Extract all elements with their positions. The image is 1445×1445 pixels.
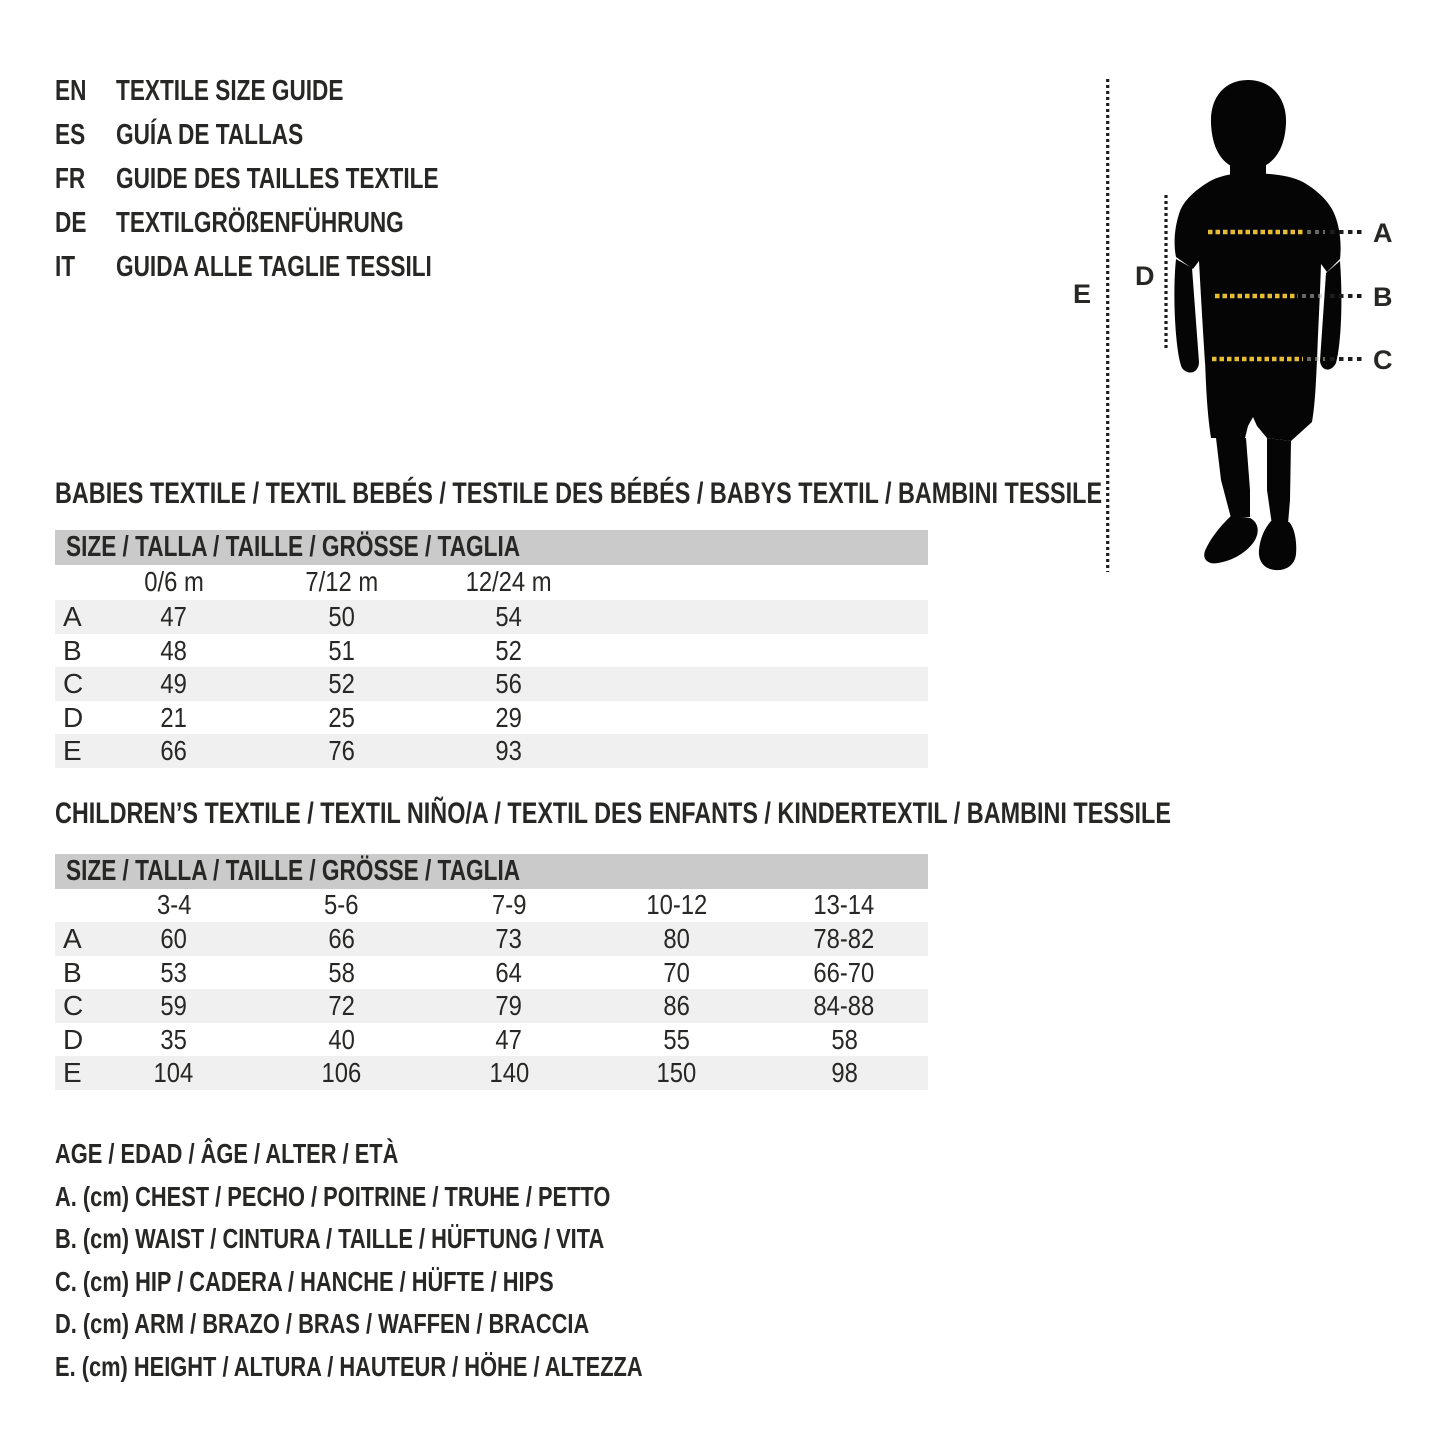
size-value-cell: 56 xyxy=(495,668,523,700)
guide-title: GUÍA DE TALLAS xyxy=(116,119,304,151)
legend-line xyxy=(55,1224,759,1254)
size-value-cell xyxy=(760,667,928,701)
measure-label-arm: D xyxy=(1135,261,1155,291)
language-code: ES xyxy=(55,119,86,151)
size-column-header: 13-14 xyxy=(813,889,875,920)
table-row xyxy=(55,667,928,701)
size-value-cell: 78-82 xyxy=(813,923,875,954)
row-label-spacer xyxy=(55,565,90,599)
guide-title: TEXTILE SIZE GUIDE xyxy=(116,75,344,107)
size-value-cell xyxy=(760,734,928,768)
language-code: IT xyxy=(55,251,76,283)
table-column-headers xyxy=(55,565,928,599)
size-value-cell: 47 xyxy=(495,1023,523,1055)
size-value-cell: 59 xyxy=(160,990,188,1022)
size-column-header: 3-4 xyxy=(156,889,191,920)
size-value-cell: 48 xyxy=(160,634,188,666)
size-value-cell: 50 xyxy=(328,601,355,632)
legend-line xyxy=(55,1139,495,1169)
size-value-cell: 51 xyxy=(328,634,355,666)
size-value-cell: 66 xyxy=(160,735,188,767)
row-label-spacer xyxy=(55,888,90,922)
children-section-title xyxy=(55,799,1445,829)
size-value-cell: 25 xyxy=(328,701,355,733)
size-value-cell: 47 xyxy=(160,601,188,632)
size-column-header: 12/24 m xyxy=(465,566,552,597)
size-value-cell: 35 xyxy=(160,1023,188,1055)
size-value-cell: 84-88 xyxy=(813,990,875,1022)
legend-line-text: B. (cm) WAIST / CINTURA / TAILLE / HÜFTUNG / VITA xyxy=(55,1223,605,1254)
children-section-title-text: CHILDREN’S TEXTILE / TEXTIL NIÑO/A / TEXTIL DES ENFANTS / KINDERTEXTIL / BAMBINI TESSILE xyxy=(55,797,1171,830)
table-row xyxy=(55,701,928,735)
table-row xyxy=(55,989,928,1023)
size-value-cell: 76 xyxy=(328,735,355,767)
row-label: B xyxy=(63,956,82,988)
child-measurement-figure xyxy=(1060,60,1445,590)
language-code: DE xyxy=(55,207,87,239)
table-row xyxy=(55,734,928,768)
table-row xyxy=(55,634,928,668)
size-value-cell: 73 xyxy=(495,923,523,954)
size-column-header: 7-9 xyxy=(491,889,527,920)
babies-size-header-bar xyxy=(55,530,928,565)
size-value-cell: 49 xyxy=(160,668,188,700)
size-value-cell xyxy=(593,734,761,768)
size-column-header: 7/12 m xyxy=(304,566,378,597)
guide-title: GUIDE DES TAILLES TEXTILE xyxy=(116,163,439,195)
measure-label-waist: B xyxy=(1373,282,1393,312)
row-label: A xyxy=(63,601,82,632)
table-row xyxy=(55,1023,928,1057)
size-column-header: 0/6 m xyxy=(144,566,204,597)
row-label: C xyxy=(63,990,84,1022)
silhouette-right-shoe xyxy=(1259,521,1296,570)
silhouette-right-arm xyxy=(1320,261,1341,370)
row-label: B xyxy=(63,634,82,666)
legend-line-text: E. (cm) HEIGHT / ALTURA / HAUTEUR / HÖHE / ALTEZZA xyxy=(55,1350,643,1382)
row-label: E xyxy=(63,1057,82,1089)
size-value-cell: 66 xyxy=(328,923,355,954)
row-label: D xyxy=(63,701,84,733)
row-label: D xyxy=(63,1023,84,1055)
size-value-cell: 52 xyxy=(328,668,355,700)
babies-section-title xyxy=(55,479,1397,509)
measure-label-chest: A xyxy=(1373,218,1393,248)
size-value-cell xyxy=(593,600,761,634)
size-value-cell: 55 xyxy=(663,1023,690,1055)
size-value-cell: 86 xyxy=(663,990,690,1022)
size-value-cell: 70 xyxy=(663,956,690,988)
row-label: E xyxy=(63,735,82,767)
size-value-cell xyxy=(593,634,761,668)
table-row xyxy=(55,600,928,634)
size-value-cell: 53 xyxy=(160,956,188,988)
table-row xyxy=(55,956,928,990)
size-value-cell: 52 xyxy=(495,634,523,666)
size-value-cell: 60 xyxy=(160,923,188,954)
guide-title: GUIDA ALLE TAGLIE TESSILI xyxy=(116,251,432,283)
size-value-cell: 21 xyxy=(160,701,188,733)
size-value-cell: 79 xyxy=(495,990,523,1022)
size-column-header: 10-12 xyxy=(646,889,708,920)
size-value-cell: 58 xyxy=(328,956,355,988)
size-value-cell: 64 xyxy=(495,956,523,988)
size-column-header: 5-6 xyxy=(324,889,359,920)
children-size-header-bar xyxy=(55,854,928,889)
size-value-cell xyxy=(760,600,928,634)
legend-line xyxy=(55,1267,694,1297)
size-value-cell xyxy=(593,701,761,735)
size-value-cell: 93 xyxy=(495,735,523,767)
language-code: EN xyxy=(55,75,87,107)
legend-line-text: A. (cm) CHEST / PECHO / POITRINE / TRUHE / PETTO xyxy=(55,1180,611,1212)
size-value-cell xyxy=(760,634,928,668)
size-value-cell: 80 xyxy=(663,923,690,954)
legend-line-text: AGE / EDAD / ÂGE / ALTER / ETÀ xyxy=(55,1138,399,1169)
children-size-header-text: SIZE / TALLA / TAILLE / GRÖSSE / TAGLIA xyxy=(66,855,521,887)
size-value-cell: 72 xyxy=(328,990,355,1022)
size-value-cell: 29 xyxy=(495,701,523,733)
size-value-cell: 98 xyxy=(830,1057,858,1089)
table-row xyxy=(55,1056,928,1090)
size-value-cell: 54 xyxy=(495,601,523,632)
babies-section-title-text: BABIES TEXTILE / TEXTIL BEBÉS / TESTILE DES BÉBÉS / BABYS TEXTIL / BAMBINI TESSILE xyxy=(55,477,1103,510)
measure-label-hip: C xyxy=(1373,345,1393,375)
size-column-header xyxy=(760,565,928,599)
row-label: C xyxy=(63,668,84,700)
measure-label-height: E xyxy=(1073,279,1092,309)
size-value-cell: 150 xyxy=(656,1057,697,1089)
silhouette-shorts xyxy=(1205,359,1317,441)
size-value-cell: 40 xyxy=(328,1023,355,1055)
table-row xyxy=(55,922,928,956)
size-value-cell xyxy=(760,701,928,735)
table-column-headers xyxy=(55,888,928,922)
size-value-cell xyxy=(593,667,761,701)
language-code: FR xyxy=(55,163,86,195)
silhouette-torso xyxy=(1175,173,1341,363)
silhouette-left-arm xyxy=(1174,259,1199,373)
legend-line-text: D. (cm) ARM / BRAZO / BRAS / WAFFEN / BRACCIA xyxy=(55,1308,590,1339)
size-value-cell: 140 xyxy=(489,1057,529,1089)
babies-size-header-text: SIZE / TALLA / TAILLE / GRÖSSE / TAGLIA xyxy=(66,531,521,563)
size-value-cell: 66-70 xyxy=(813,956,875,988)
size-value-cell: 104 xyxy=(153,1057,194,1089)
legend-line xyxy=(55,1352,808,1382)
row-label: A xyxy=(63,923,82,954)
legend-line-text: C. (cm) HIP / CADERA / HANCHE / HÜFTE / HIPS xyxy=(55,1265,554,1297)
size-value-cell: 58 xyxy=(830,1023,858,1055)
size-column-header xyxy=(593,565,761,599)
guide-title: TEXTILGRÖßENFÜHRUNG xyxy=(116,207,404,239)
size-value-cell: 106 xyxy=(321,1057,362,1089)
legend-line xyxy=(55,1309,740,1339)
silhouette-left-shoe xyxy=(1204,516,1258,563)
legend-line xyxy=(55,1182,767,1212)
